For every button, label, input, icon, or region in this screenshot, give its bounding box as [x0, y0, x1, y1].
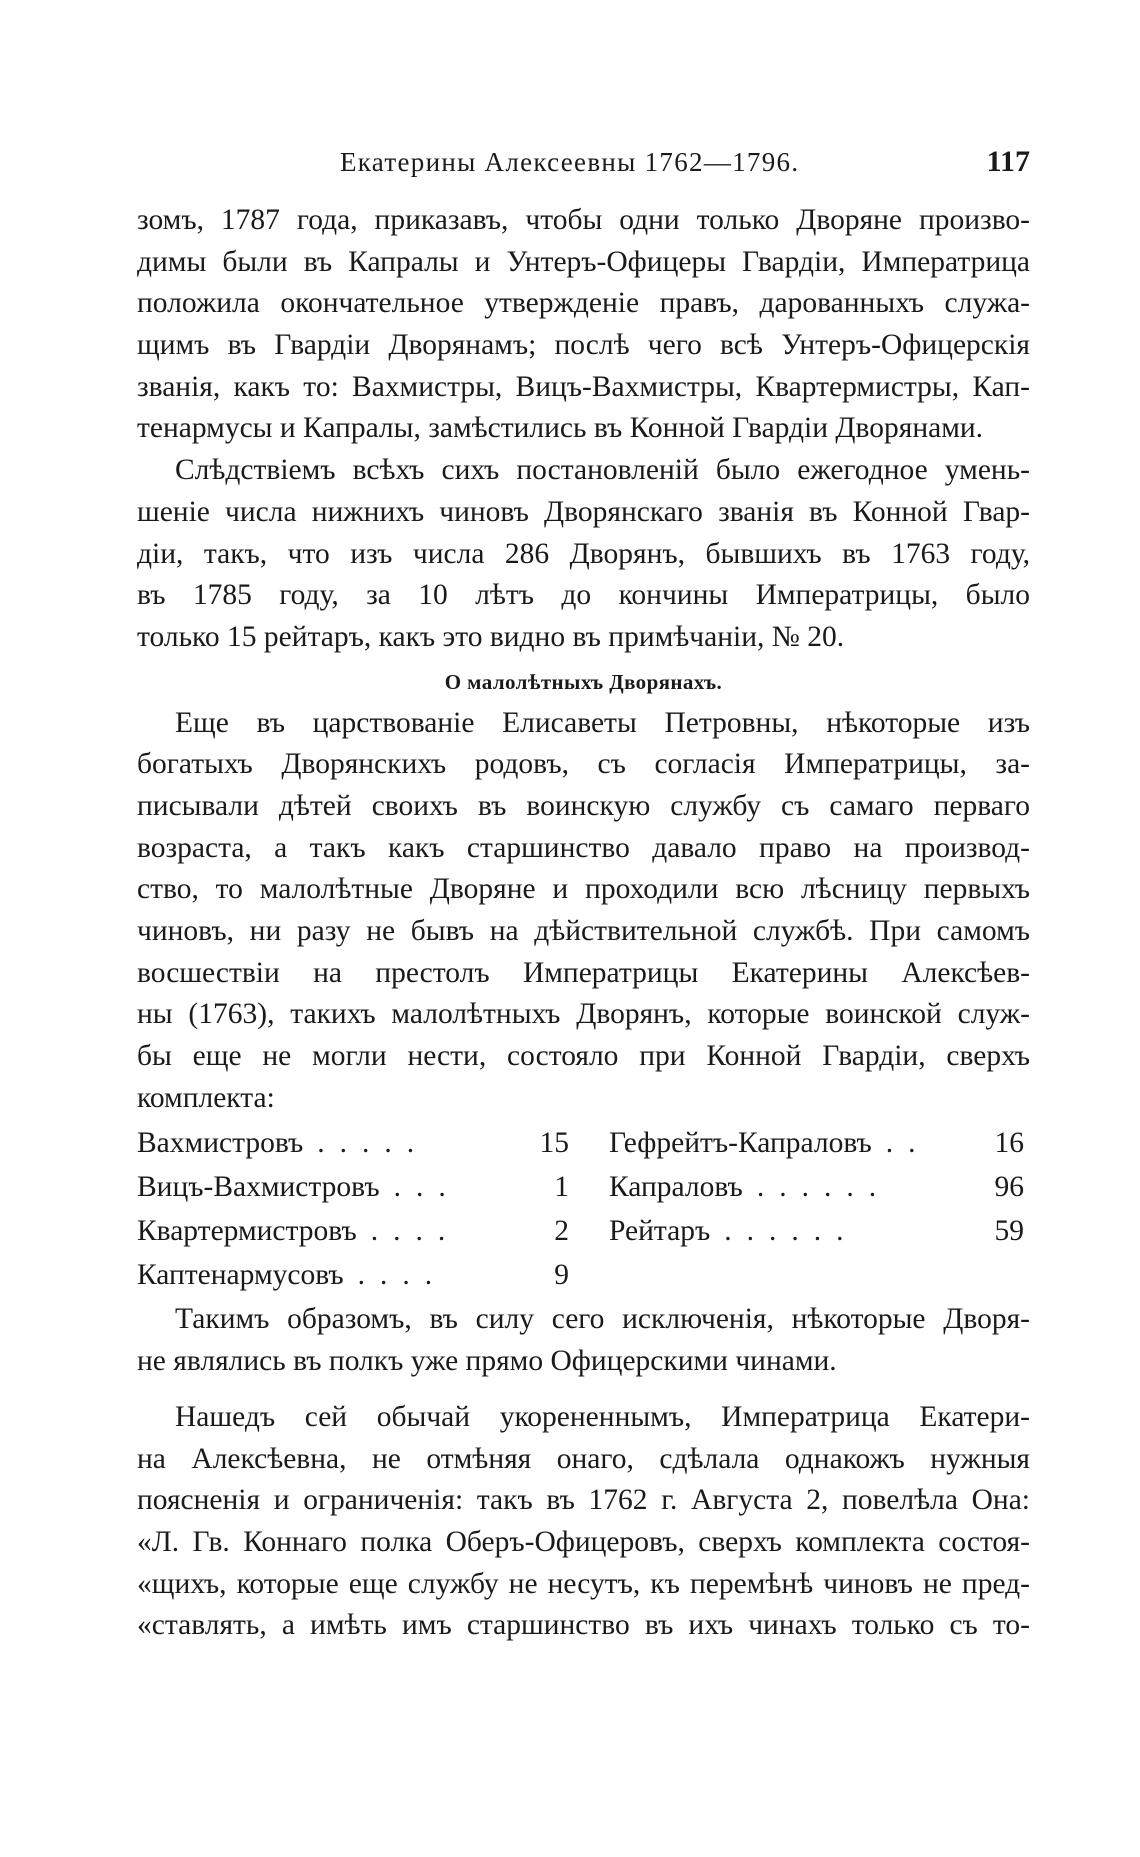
page-body: [137, 200, 1030, 1647]
text-line: Нашедъ сей обычай укорененнымъ, Императрица Екатери-: [175, 1400, 1030, 1433]
roster-entry: [609, 1209, 1024, 1253]
roster-leader-dots: ..: [885, 1127, 931, 1160]
roster-leader-dots: ....: [357, 1259, 448, 1292]
roster-count: 1: [554, 1171, 569, 1204]
text-line: писывали дѣтей своихъ въ воинскую службу съ самаго перваго: [137, 789, 1030, 822]
roster-rank: Квартермистровъ: [137, 1215, 357, 1248]
running-title: Екатерины Алексеевны 1762—1796.: [340, 147, 800, 177]
roster-entry: [137, 1165, 569, 1209]
text-line: только 15 рейтаръ, какъ это видно въ примѣчаніи, № 20.: [137, 620, 845, 653]
roster-leader-dots: ...: [393, 1171, 461, 1204]
roster-count: 96: [994, 1171, 1024, 1204]
roster-leader-dots: .....: [317, 1127, 430, 1160]
roster-count: 59: [994, 1215, 1024, 1248]
text-line: восшествіи на престолъ Императрицы Екатерины Алексѣев-: [137, 956, 1030, 989]
text-line: на Алексѣевна, не отмѣняя онаго, сдѣлала однакожъ нужныя: [137, 1442, 1030, 1475]
roster-rank: Капраловъ: [609, 1171, 743, 1204]
roster-entry: [609, 1165, 1024, 1209]
paragraph-1: [137, 200, 1030, 450]
text-line: не являлись въ полкъ уже прямо Офицерскими чинами.: [137, 1345, 837, 1378]
roster-entry: [137, 1209, 569, 1253]
text-line: «щихъ, которые еще службу не несутъ, къ перемѣнѣ чиновъ не пред-: [137, 1567, 1030, 1600]
roster-left-column: [137, 1121, 569, 1297]
rank-roster: [137, 1121, 1030, 1297]
paragraph-2: [137, 450, 1030, 658]
roster-rank: Гефрейтъ-Капраловъ: [609, 1127, 872, 1160]
roster-entry: [137, 1253, 569, 1297]
roster-rank: Вахмистровъ: [137, 1127, 304, 1160]
roster-rank: Рейтаръ: [609, 1215, 711, 1248]
roster-count: 2: [554, 1215, 569, 1248]
roster-rank: Вицъ-Вахмистровъ: [137, 1171, 380, 1204]
text-line: зомъ, 1787 года, приказавъ, чтобы одни только Дворяне произво-: [137, 204, 1030, 236]
text-line: поясненія и ограниченія: такъ въ 1762 г. Августа 2, повелѣла Она:: [137, 1484, 1030, 1517]
text-line: щимъ въ Гвардіи Дворянамъ; послѣ чего всѣ Унтеръ-Офицерскія: [137, 329, 1030, 362]
paragraph-3: [137, 703, 1030, 1120]
text-line: діи, такъ, что изъ числа 286 Дворянъ, бывшихъ въ 1763 году,: [137, 537, 1030, 570]
text-line: ны (1763), такихъ малолѣтныхъ Дворянъ, которые воинской служ-: [137, 998, 1030, 1031]
text-line: шеніе числа нижнихъ чиновъ Дворянскаго званія въ Конной Гвар-: [137, 495, 1030, 528]
text-line: Еще въ царствованіе Елисаветы Петровны, нѣкоторые изъ: [175, 706, 1030, 739]
text-line: тенармусы и Капралы, замѣстились въ Конной Гвардіи Дворянами.: [137, 412, 984, 445]
paragraph-5: [137, 1397, 1030, 1647]
roster-count: 9: [554, 1259, 569, 1292]
text-line: ство, то малолѣтные Дворяне и проходили всю лѣсницу первыхъ: [137, 873, 1030, 906]
text-line: Слѣдствіемъ всѣхъ сихъ постановленій было ежегодное умень-: [175, 454, 1030, 487]
text-line: бы еще не могли нести, состояло при Конной Гвардіи, сверхъ: [137, 1040, 1030, 1073]
roster-gutter: [569, 1121, 609, 1297]
text-line: димы были въ Капралы и Унтеръ-Офицеры Гвардіи, Императрица: [137, 245, 1030, 278]
roster-entry: [609, 1121, 1024, 1165]
roster-right-column: [609, 1121, 1024, 1297]
page-number: 117: [986, 145, 1030, 178]
text-line: «ставлять, а имѣть имъ старшинство въ ихъ чинахъ только съ то-: [137, 1609, 1030, 1642]
text-line: Такимъ образомъ, въ силу сего исключенія, нѣкоторые Дворя-: [175, 1303, 1030, 1336]
roster-entry: [137, 1121, 569, 1165]
text-line: въ 1785 году, за 10 лѣтъ до кончины Императрицы, было: [137, 579, 1030, 612]
roster-count: 15: [539, 1127, 569, 1160]
text-line: «Л. Гв. Коннаго полка Оберъ-Офицеровъ, сверхъ комплекта состоя-: [137, 1525, 1030, 1558]
roster-count: 16: [994, 1127, 1024, 1160]
text-line: возраста, а такъ какъ старшинство давало право на производ-: [137, 831, 1030, 864]
section-heading: О малолѣтныхъ Дворянахъ.: [444, 669, 723, 694]
roster-leader-dots: ....: [370, 1215, 461, 1248]
text-line: званія, какъ то: Вахмистры, Вицъ-Вахмистры, Квартермистры, Кап-: [137, 370, 1030, 403]
running-head: [135, 143, 1030, 189]
text-line: чиновъ, ни разу не бывъ на дѣйствительной службѣ. При самомъ: [137, 915, 1030, 947]
text-line: богатыхъ Дворянскихъ родовъ, съ согласія Императрицы, за-: [137, 748, 1030, 781]
text-line: комплекта:: [137, 1081, 275, 1114]
paragraph-4: [137, 1299, 1030, 1382]
text-line: положила окончательное утвержденіе правъ, дарованныхъ служа-: [137, 287, 1030, 320]
roster-rank: Каптенармусовъ: [137, 1259, 344, 1292]
roster-leader-dots: ......: [724, 1215, 859, 1248]
roster-leader-dots: ......: [756, 1171, 892, 1204]
